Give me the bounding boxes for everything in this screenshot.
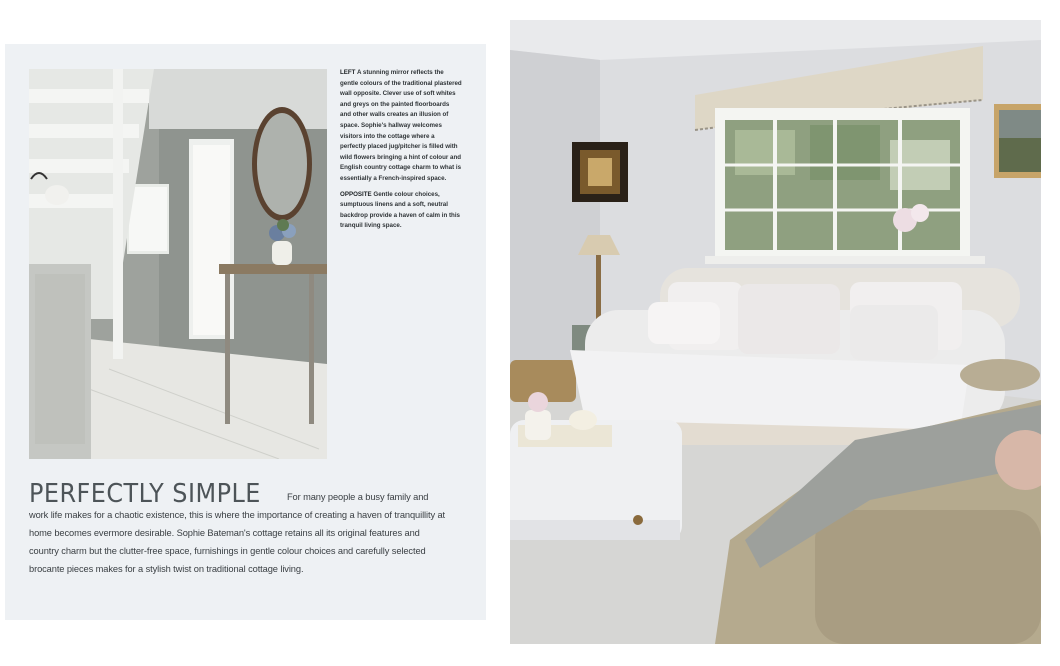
caption-left [340, 68, 462, 185]
caption-opposite-text: Gentle colour choices, sumptuous linens and a soft, neutral backdrop provide a haven of calm in this tranquil living space. [340, 190, 460, 230]
living-room-photo [510, 20, 1041, 644]
article-text [29, 479, 449, 579]
left-page [5, 44, 486, 620]
article-body: For many people a busy family and work life makes for a chaotic existence, this is where the importance of creating a haven of tranquillity at home becomes evermore desirable. Sophie Bateman's cottage retains all its original features and country charm but the clutter-free space, furnishings in gentle colour choices and carefully selected brocante pieces makes for a stylish twist on traditional cottage living. [29, 492, 446, 574]
caption-left-text: A stunning mirror reflects the gentle colours of the traditional plastered wall opposite. Clever use of soft whites and greys on the painted floorboards and other walls creates an illusion of space. Sophie's hallway welcomes visitors into the cottage where a perfectly placed jug/pitcher is filled with wild flowers bringing a hint of colour and English country cottage charm to what is essentially a French-inspired space. [340, 69, 462, 182]
caption-opposite [340, 190, 462, 232]
hallway-photo [29, 69, 327, 459]
caption-opposite-label: OPPOSITE [340, 190, 372, 198]
caption [340, 68, 462, 237]
caption-left-label: LEFT [340, 69, 356, 76]
article-headline: PERFECTLY SIMPLE [29, 479, 261, 509]
